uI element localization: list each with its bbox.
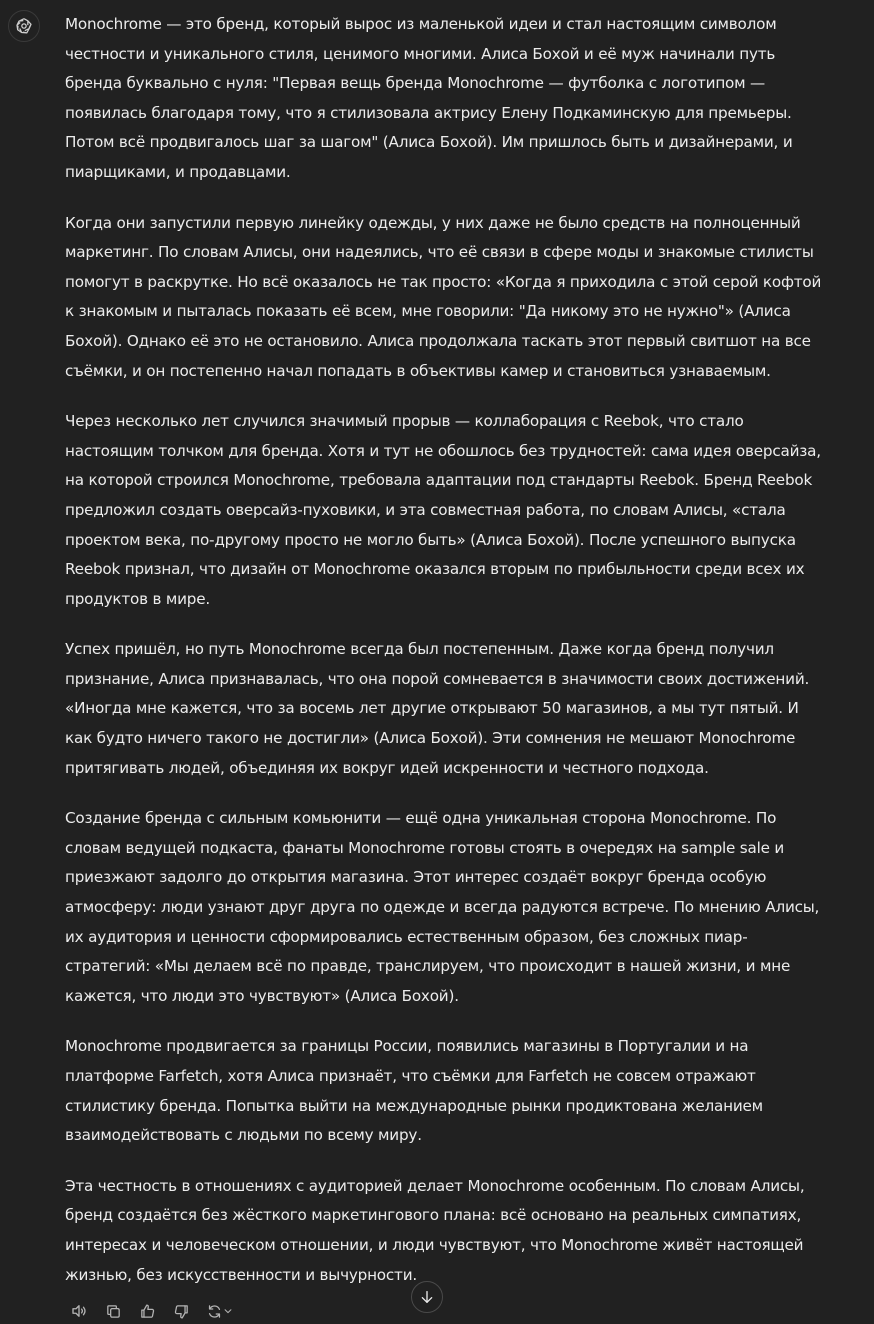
refresh-icon	[206, 1303, 223, 1320]
chevron-down-icon	[223, 1306, 233, 1316]
copy-icon	[105, 1303, 122, 1320]
message-paragraph: Через несколько лет случился значимый прорыв — коллаборация с Reebok, что стало настоящим толчком для бренда. Хотя и тут не обошлось без трудностей: сама идея оверсайза, на которой строился Monochrome, требовала адаптации под стандарты Reebok. Бренд Reebok предложил создать оверсайз-пуховики, и эта совместная работа, по словам Алисы, «стала проектом века, по-другому просто не могло быть» (Алиса Бохой). После успешного выпуска Reebok признал, что дизайн от Monochrome оказался вторым по прибыльности среди всех их продуктов в мире.	[65, 412, 821, 608]
assistant-message	[65, 10, 825, 1311]
thumbs-down-icon	[173, 1303, 190, 1320]
message-paragraph: Когда они запустили первую линейку одежды, у них даже не было средств на полноценный маркетинг. По словам Алисы, они надеялись, что её связи в сфере моды и знакомые стилисты помогут в раскрутке. Но всё оказалось не так просто: «Когда я приходила с этой серой кофтой к знакомым и пыталась показать её всем, мне говорили: "Да никому это не нужно"» (Алиса Бохой). Однако её это не остановило. Алиса продолжала таскать этот первый свитшот на все съёмки, и он постепенно начал попадать в объективы камер и становиться узнаваемым.	[65, 213, 822, 380]
message-paragraph: Monochrome — это бренд, который вырос из маленькой идеи и стал настоящим символом честности и уникального стиля, ценимого многими. Алиса Бохой и её муж начинали путь бренда буквально с нуля: "Первая вещь бренда Monochrome — футболка с логотипом — появилась благодаря тому, что я стилизовала актрису Елену Подкаминскую для премьеры. Потом всё продвигалось шаг за шагом" (Алиса Бохой). Им пришлось быть и дизайнерами, и пиарщиками, и продавцами.	[65, 15, 793, 181]
message-actions	[66, 1299, 236, 1323]
message-paragraph: Monochrome продвигается за границы России, появились магазины в Португалии и на платформе Farfetch, хотя Алиса признаёт, что съёмки для Farfetch не совсем отражают стилистику бренда. Попытка выйти на международные рынки продиктована желанием взаимодействовать с людьми по всему миру.	[65, 1037, 763, 1145]
speaker-icon	[70, 1302, 88, 1320]
openai-logo-icon	[14, 16, 34, 36]
regenerate-button[interactable]	[202, 1299, 236, 1323]
bad-response-button[interactable]	[168, 1299, 194, 1323]
assistant-avatar	[8, 10, 40, 42]
read-aloud-button[interactable]	[66, 1299, 92, 1323]
message-paragraph: Успех пришёл, но путь Monochrome всегда был постепенным. Даже когда бренд получил признание, Алиса признавалась, что она порой сомневается в значимости своих достижений. «Иногда мне кажется, что за восемь лет другие открывают 50 магазинов, а мы тут пятый. И как будто ничего такого не достигли» (Алиса Бохой). Эти сомнения не мешают Monochrome притягивать людей, объединяя их вокруг идей искренности и честного подхода.	[65, 640, 810, 777]
message-paragraph: Эта честность в отношениях с аудиторией делает Monochrome особенным. По словам Алисы, бренд создаётся без жёсткого маркетингового плана: всё основано на реальных симпатиях, интересах и человеческом отношении, и люди чувствуют, что Monochrome живёт настоящей жизнью, без искусственности и вычурности.	[65, 1176, 805, 1284]
good-response-button[interactable]	[134, 1299, 160, 1323]
thumbs-up-icon	[139, 1303, 156, 1320]
arrow-down-icon	[419, 1289, 435, 1305]
message-paragraph: Создание бренда с сильным комьюнити — ещё одна уникальная сторона Monochrome. По словам ведущей подкаста, фанаты Monochrome готовы стоять в очередях на sample sale и приезжают задолго до открытия магазина. Этот интерес создаёт вокруг бренда особую атмосферу: люди узнают друг друга по одежде и всегда радуются встрече. По мнению Алисы, их аудитория и ценности сформировались естественным образом, без сложных пиар-стратегий: «Мы делаем всё по правде, транслируем, что происходит в нашей жизни, и мне кажется, что люди это чувствуют» (Алиса Бохой).	[65, 809, 820, 1005]
scroll-to-bottom-button[interactable]	[411, 1281, 443, 1313]
copy-button[interactable]	[100, 1299, 126, 1323]
